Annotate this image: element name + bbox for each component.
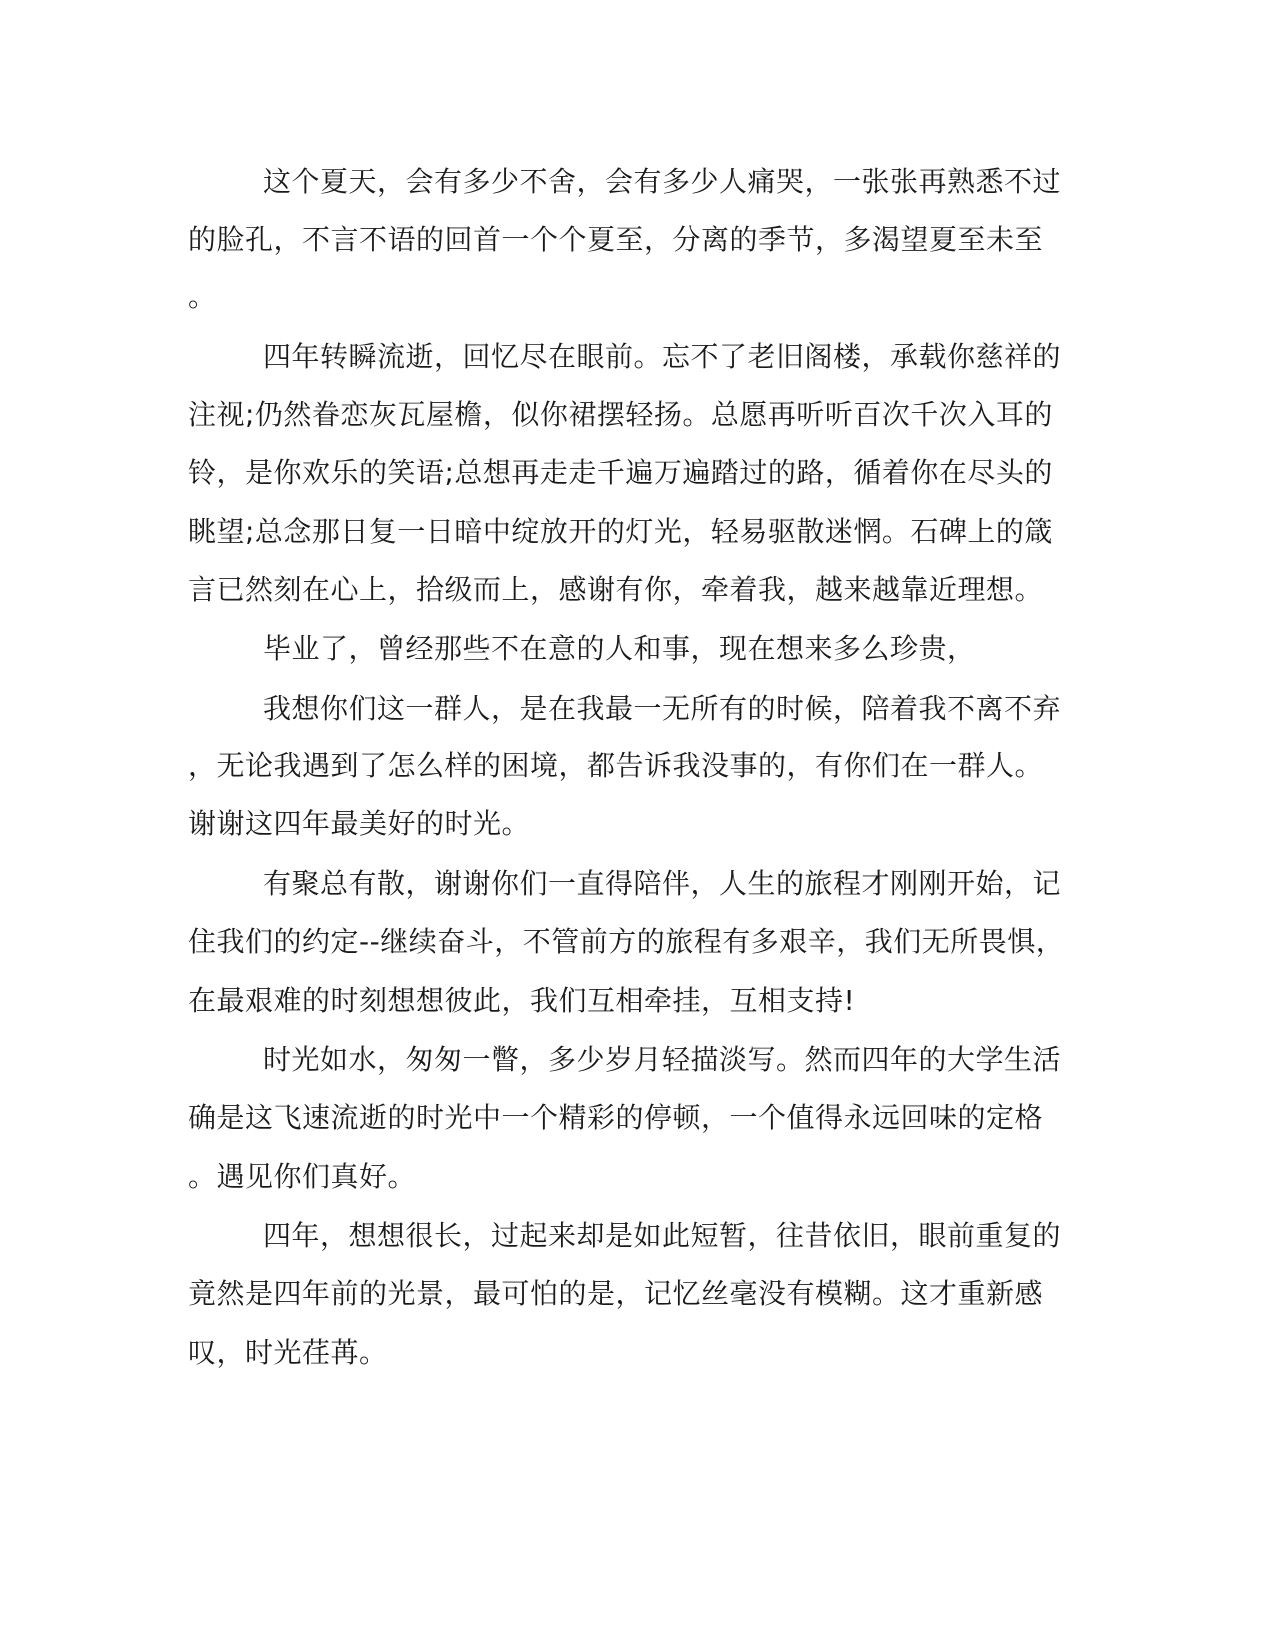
- text-line: 毕业了，曾经那些不在意的人和事，现在想来多么珍贵，: [263, 632, 976, 665]
- text-line: 铃，是你欢乐的笑语;总想再走走千遍万遍踏过的路，循着你在尽头的: [188, 456, 1053, 489]
- text-line: 我想你们这一群人，是在我最一无所有的时候，陪着我不离不弃: [263, 692, 1062, 725]
- text-line: 谢谢这四年最美好的时光。: [188, 807, 531, 840]
- text-line: 的脸孔，不言不语的回首一个个夏至，分离的季节，多渴望夏至未至: [188, 223, 1044, 256]
- text-line: 眺望;总念那日复一日暗中绽放开的灯光，轻易驱散迷惘。石碑上的箴: [188, 515, 1053, 548]
- text-line: 在最艰难的时刻想想彼此，我们互相牵挂，互相支持!: [188, 984, 856, 1017]
- text-line: 四年，想想很长，过起来却是如此短暂，往昔依旧，眼前重复的: [263, 1219, 1062, 1252]
- text-line: 。遇见你们真好。: [188, 1160, 417, 1193]
- text-line: 住我们的约定--继续奋斗，不管前方的旅程有多艰辛，我们无所畏惧，: [188, 925, 1065, 958]
- text-line: 有聚总有散，谢谢你们一直得陪伴，人生的旅程才刚刚开始，记: [263, 867, 1062, 900]
- text-line: 竟然是四年前的光景，最可怕的是，记忆丝毫没有模糊。这才重新感: [188, 1277, 1044, 1310]
- text-line: ，无论我遇到了怎么样的困境，都告诉我没事的，有你们在一群人。: [188, 749, 1044, 782]
- text-line: 叹，时光荏苒。: [188, 1336, 388, 1369]
- text-line: 确是这飞速流逝的时光中一个精彩的停顿，一个值得永远回味的定格: [188, 1101, 1044, 1134]
- text-line: 注视;仍然眷恋灰瓦屋檐，似你裙摆轻扬。总愿再听听百次千次入耳的: [188, 398, 1053, 431]
- text-line: 时光如水，匆匆一瞥，多少岁月轻描淡写。然而四年的大学生活: [263, 1043, 1062, 1076]
- text-line: 。: [188, 280, 217, 313]
- text-line: 这个夏天，会有多少不舍，会有多少人痛哭，一张张再熟悉不过: [263, 165, 1062, 198]
- text-line: 言已然刻在心上，拾级而上，感谢有你，牵着我，越来越靠近理想。: [188, 573, 1044, 606]
- text-line: 四年转瞬流逝，回忆尽在眼前。忘不了老旧阁楼，承载你慈祥的: [263, 340, 1062, 373]
